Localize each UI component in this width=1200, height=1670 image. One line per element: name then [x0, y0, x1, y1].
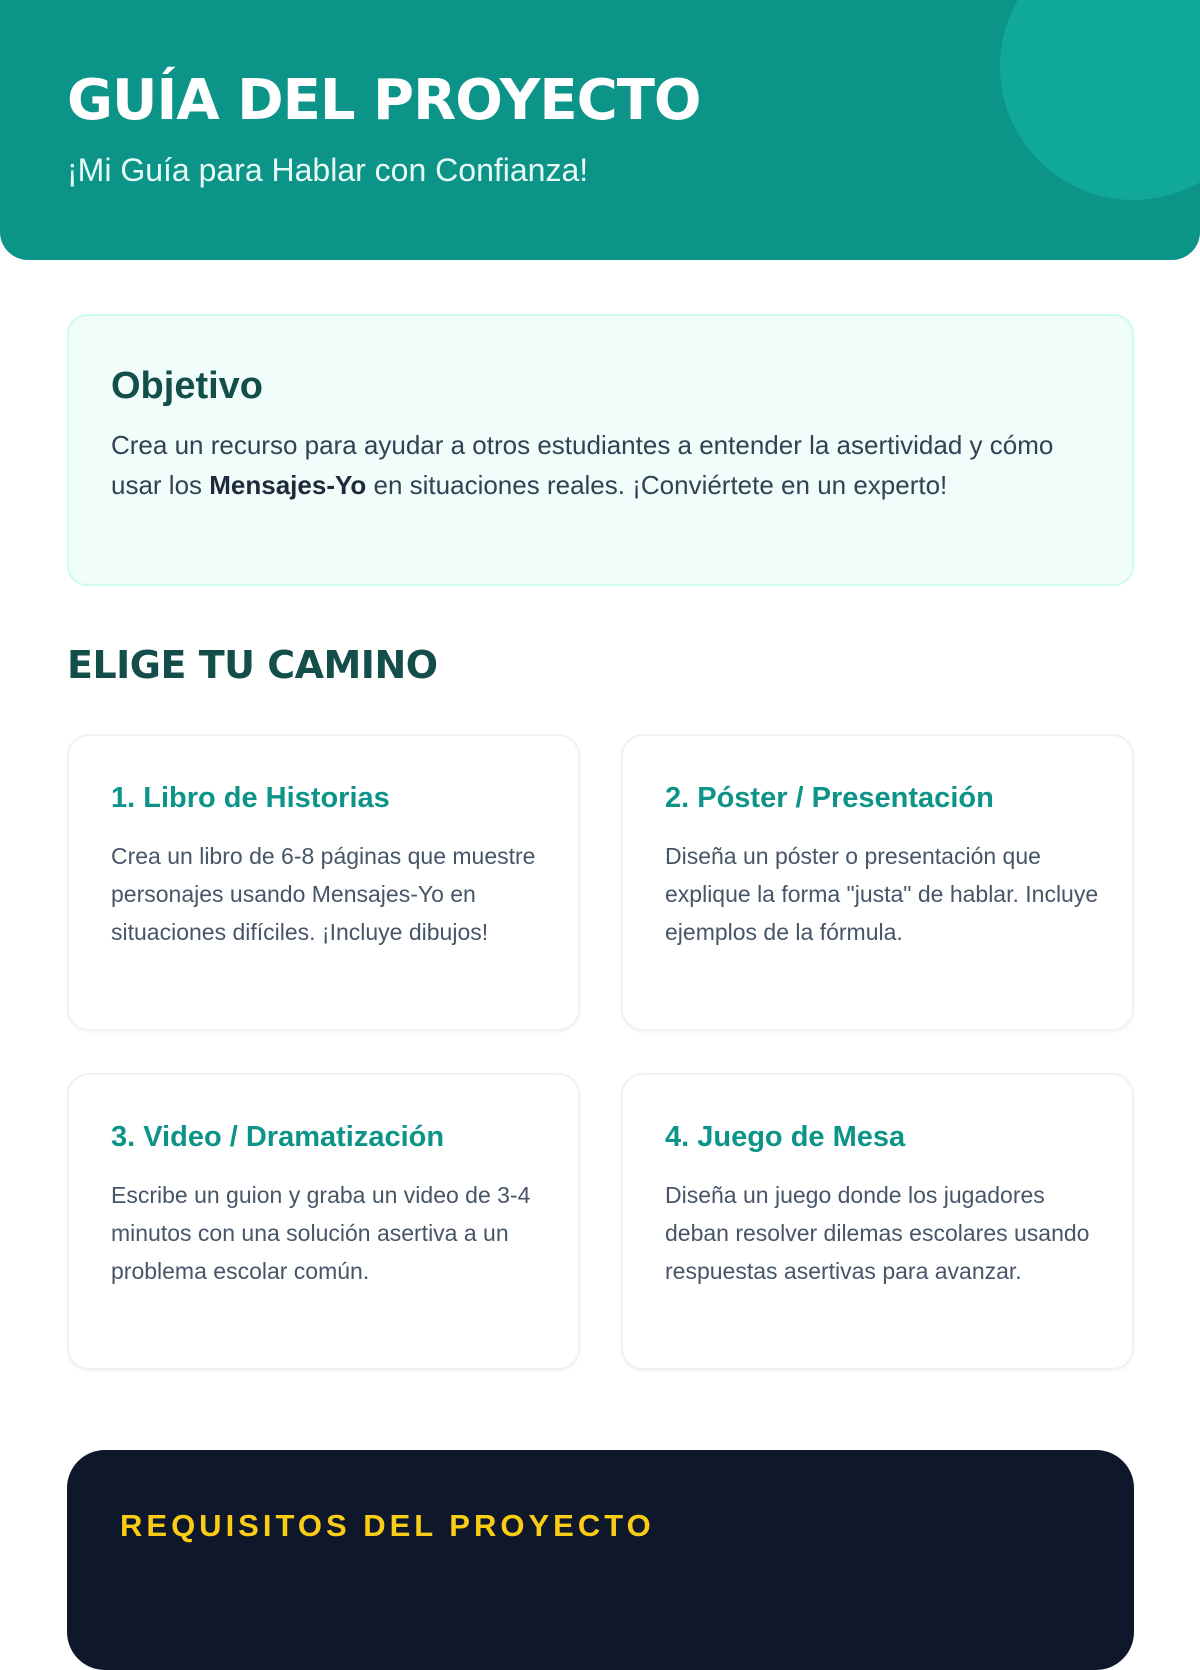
path-card-board-game — [621, 1073, 1134, 1370]
objective-text-bold: Mensajes-Yo — [209, 470, 367, 500]
path-card-storybook — [67, 734, 580, 1031]
objective-title: Objetivo — [111, 365, 264, 407]
path-card-title: 1. Libro de Historias — [111, 782, 390, 814]
page-header — [0, 0, 1200, 260]
page-title: GUÍA DEL PROYECTO — [67, 68, 701, 133]
objective-text-start: Crea un recurso para ayudar a otros estudiantes a entender la asertividad y cómo usar los — [111, 430, 1054, 500]
objective-text-end: en situaciones reales. ¡Conviértete en un experto! — [366, 470, 948, 500]
path-card-video — [67, 1073, 580, 1370]
path-card-title: 4. Juego de Mesa — [665, 1121, 906, 1153]
path-card-description: Crea un libro de 6-8 páginas que muestre personajes usando Mensajes-Yo en situaciones difíciles. ¡Incluye dibujos! — [111, 843, 536, 945]
decorative-circle — [1000, 0, 1200, 200]
objective-box — [67, 314, 1134, 586]
objective-text — [111, 425, 1071, 505]
path-card-poster — [621, 734, 1134, 1031]
page-subtitle: ¡Mi Guía para Hablar con Confianza! — [67, 152, 589, 188]
path-card-description: Diseña un póster o presentación que explique la forma "justa" de hablar. Incluye ejemplos de la fórmula. — [665, 843, 1099, 945]
path-card-description: Escribe un guion y graba un video de 3-4 minutos con una solución asertiva a un problema escolar común. — [111, 1182, 531, 1284]
paths-heading: ELIGE TU CAMINO — [67, 643, 438, 687]
path-card-title: 3. Video / Dramatización — [111, 1121, 445, 1153]
path-card-description: Diseña un juego donde los jugadores deban resolver dilemas escolares usando respuestas asertivas para avanzar. — [665, 1182, 1090, 1284]
path-card-title: 2. Póster / Presentación — [665, 782, 994, 814]
requirements-title: REQUISITOS DEL PROYECTO — [120, 1508, 655, 1543]
requirements-box — [67, 1450, 1134, 1670]
